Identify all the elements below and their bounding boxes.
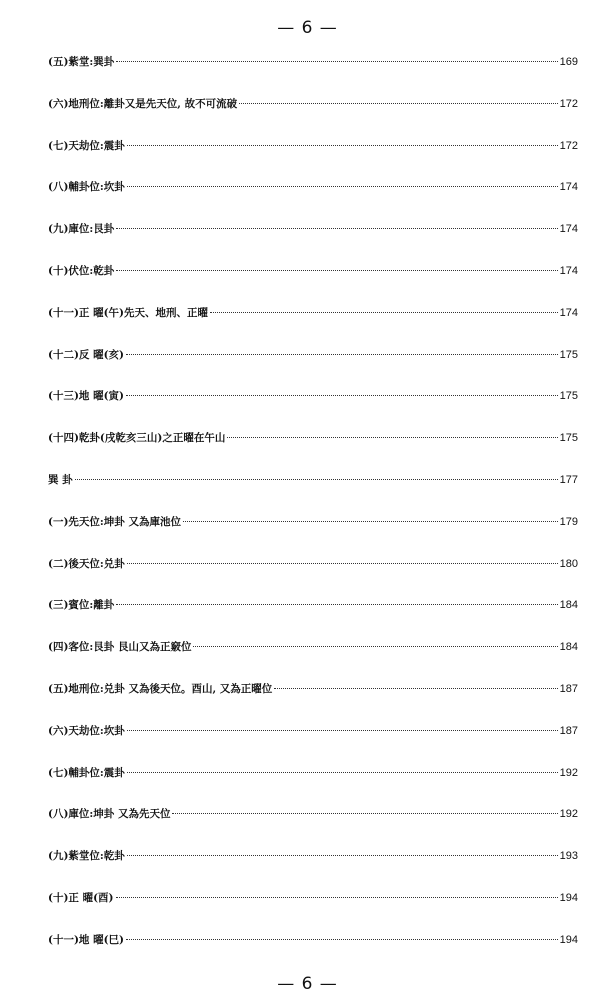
toc-entry-title: (十一)地 曜(巳) [48, 933, 125, 946]
header-page-number: — 6 — [277, 18, 338, 38]
toc-entry [48, 384, 578, 426]
toc-entry-page: 184 [559, 599, 578, 612]
toc-entry-page: 175 [559, 348, 578, 361]
toc-entry-title: (六)天劫位:坎卦 [48, 724, 125, 737]
toc-entry [48, 677, 578, 719]
toc-entry-page: 172 [559, 97, 578, 110]
toc-entry-page: 175 [559, 432, 578, 445]
toc-dot-leader [239, 103, 558, 104]
table-of-contents [48, 50, 578, 970]
toc-dot-leader [126, 395, 558, 396]
toc-entry [48, 301, 578, 343]
toc-entry-title: (十四)乾卦(戌乾亥三山)之正曜在午山 [48, 432, 226, 445]
toc-entry-title: (三)賓位:離卦 [48, 599, 115, 612]
toc-entry [48, 92, 578, 134]
toc-dot-leader [126, 354, 558, 355]
toc-dot-leader [127, 772, 558, 773]
toc-entry [48, 426, 578, 468]
toc-dot-leader [127, 145, 558, 146]
toc-dot-leader [274, 688, 557, 689]
toc-entry-title: (七)輔卦位:震卦 [48, 766, 125, 779]
toc-entry [48, 761, 578, 803]
toc-dot-leader [193, 646, 557, 647]
toc-entry-title: (九)紫堂位:乾卦 [48, 850, 125, 863]
toc-entry-page: 175 [559, 390, 578, 403]
toc-entry-title: (十)正 曜(酉) [48, 891, 114, 904]
toc-dot-leader [75, 479, 558, 480]
toc-entry-page: 179 [559, 515, 578, 528]
toc-dot-leader [227, 437, 557, 438]
toc-entry [48, 259, 578, 301]
toc-entry-page: 187 [559, 724, 578, 737]
toc-entry [48, 552, 578, 594]
toc-dot-leader [127, 855, 558, 856]
toc-dot-leader [210, 312, 558, 313]
toc-entry-page: 172 [559, 139, 578, 152]
toc-entry-title: (六)地刑位:離卦又是先天位, 故不可流破 [48, 97, 238, 110]
toc-entry [48, 175, 578, 217]
toc-dot-leader [172, 813, 557, 814]
toc-entry-page: 169 [559, 56, 578, 68]
toc-entry-title: (五)紫堂:巽卦 [48, 56, 115, 68]
toc-entry-page: 174 [559, 306, 578, 319]
toc-dot-leader [116, 228, 557, 229]
toc-dot-leader [127, 730, 558, 731]
toc-entry-title: (一)先天位:坤卦 又為庫池位 [48, 515, 181, 528]
toc-entry-page: 184 [559, 641, 578, 654]
toc-entry [48, 510, 578, 552]
toc-entry-page: 187 [559, 682, 578, 695]
toc-entry-title: (八)輔卦位:坎卦 [48, 181, 125, 194]
toc-entry-title: (四)客位:艮卦 艮山又為正竅位 [48, 641, 192, 654]
toc-entry-page: 193 [559, 850, 578, 863]
toc-dot-leader [116, 897, 558, 898]
toc-entry-title: (八)庫位:坤卦 又為先天位 [48, 808, 171, 821]
toc-dot-leader [127, 186, 558, 187]
toc-entry-page: 194 [559, 891, 578, 904]
toc-entry [48, 802, 578, 844]
toc-dot-leader [126, 939, 558, 940]
toc-dot-leader [116, 604, 557, 605]
toc-dot-leader [116, 270, 557, 271]
footer-page-number: — 6 — [277, 974, 338, 994]
toc-entry-page: 192 [559, 766, 578, 779]
toc-entry-page: 177 [559, 473, 578, 486]
toc-entry-title: (二)後天位:兑卦 [48, 557, 125, 570]
toc-dot-leader [183, 521, 558, 522]
toc-entry-title: (十二)反 曜(亥) [48, 348, 125, 361]
toc-entry [48, 217, 578, 259]
toc-entry [48, 50, 578, 92]
toc-entry [48, 886, 578, 928]
toc-entry [48, 593, 578, 635]
toc-section-heading [48, 468, 578, 510]
toc-entry [48, 928, 578, 970]
toc-entry-title: (九)庫位:艮卦 [48, 223, 115, 236]
toc-entry-page: 192 [559, 808, 578, 821]
toc-entry-title: (十)伏位:乾卦 [48, 264, 115, 277]
toc-entry-page: 174 [559, 181, 578, 194]
toc-entry-page: 174 [559, 264, 578, 277]
toc-entry [48, 844, 578, 886]
toc-dot-leader [127, 563, 558, 564]
toc-entry-page: 194 [559, 933, 578, 946]
toc-entry-title: (五)地刑位:兑卦 又為後天位。酉山, 又為正曜位 [48, 682, 273, 695]
toc-entry [48, 719, 578, 761]
toc-entry-title: (十三)地 曜(寅) [48, 390, 125, 403]
toc-entry-title: 巽 卦 [48, 473, 73, 486]
toc-entry [48, 343, 578, 385]
toc-entry-page: 180 [559, 557, 578, 570]
toc-entry-title: (七)天劫位:震卦 [48, 139, 125, 152]
toc-entry [48, 635, 578, 677]
toc-entry-page: 174 [559, 223, 578, 236]
toc-dot-leader [116, 61, 557, 62]
toc-entry [48, 134, 578, 176]
toc-entry-title: (十一)正 曜(午)先天、地刑、正曜 [48, 306, 209, 319]
